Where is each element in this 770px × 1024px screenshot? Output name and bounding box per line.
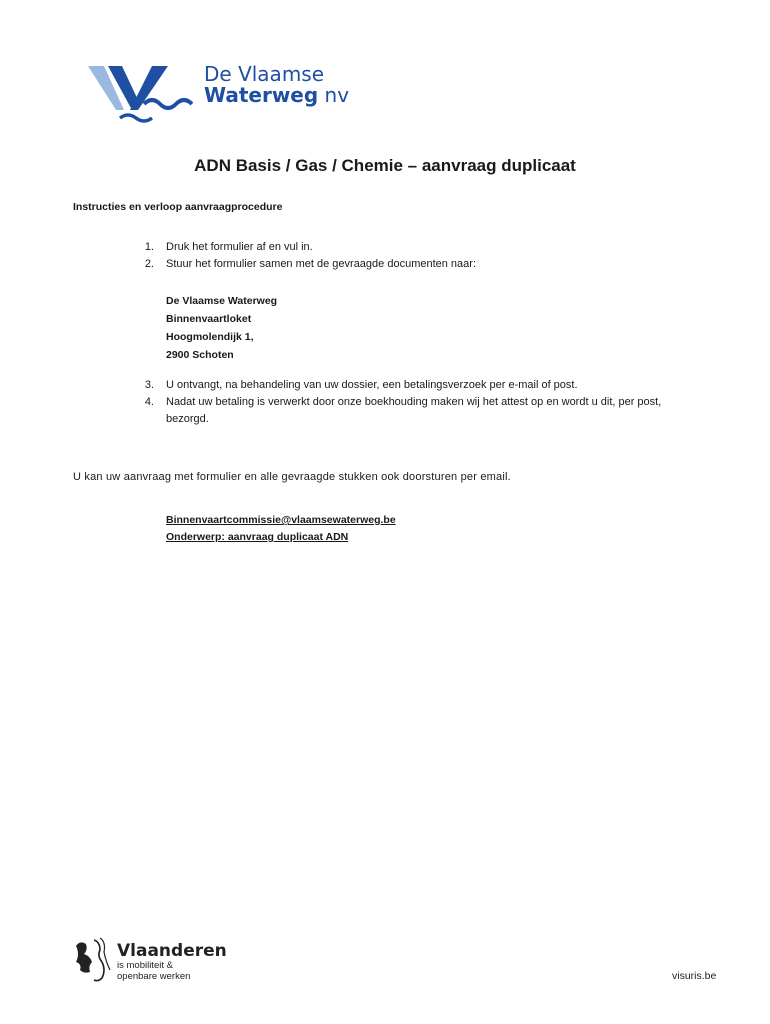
brand-name-line1: De Vlaamse — [204, 62, 325, 86]
page-title: ADN Basis / Gas / Chemie – aanvraag duplicaat — [194, 156, 576, 175]
flemish-lion-icon — [70, 936, 116, 986]
list-item — [140, 239, 740, 256]
address-line: 2900 Schoten — [166, 349, 234, 361]
list-item — [140, 377, 740, 394]
email-contact — [166, 512, 396, 546]
step-text: Stuur het formulier samen met de gevraagde documenten naar: — [166, 258, 477, 270]
list-item — [140, 394, 740, 428]
brand-name-line2 — [204, 83, 349, 107]
step-text: Nadat uw betaling is verwerkt door onze boekhouding maken wij het attest op en wordt u dit, per post, — [166, 396, 662, 408]
step-number: 1. — [144, 241, 154, 253]
website-label: visuris.be — [672, 970, 717, 982]
email-link[interactable]: Binnenvaartcommissie@vlaamsewaterweg.be — [166, 514, 396, 526]
email-subject: Onderwerp: aanvraag duplicaat ADN — [166, 531, 349, 543]
email-instruction: U kan uw aanvraag met formulier en alle gevraagde stukken ook doorsturen per email. — [73, 471, 511, 483]
address-line: De Vlaamse Waterweg — [166, 295, 278, 307]
brand-name-suffix: nv — [318, 83, 350, 107]
address-line: Hoogmolendijk 1, — [166, 331, 254, 343]
flanders-subtitle-line: openbare werken — [117, 971, 191, 982]
step-number: 4. — [144, 396, 154, 408]
step-text-continued: bezorgd. — [166, 413, 209, 425]
list-item — [140, 256, 740, 273]
steps-list-b — [140, 377, 740, 428]
section-subtitle: Instructies en verloop aanvraagprocedure — [73, 201, 283, 213]
steps-list-a — [140, 239, 740, 273]
address-line: Binnenvaartloket — [166, 313, 252, 325]
brand-name-main: Waterweg — [204, 83, 319, 107]
flanders-title: Vlaanderen — [117, 941, 227, 961]
flanders-subtitle-line: is mobiliteit & — [117, 960, 173, 971]
step-text: U ontvangt, na behandeling van uw dossier, een betalingsverzoek per e-mail of post. — [166, 379, 578, 391]
step-text: Druk het formulier af en vul in. — [166, 241, 313, 253]
step-number: 3. — [144, 379, 154, 391]
flanders-subtitle — [117, 960, 190, 982]
step-number: 2. — [144, 258, 154, 270]
postal-address — [166, 292, 277, 364]
